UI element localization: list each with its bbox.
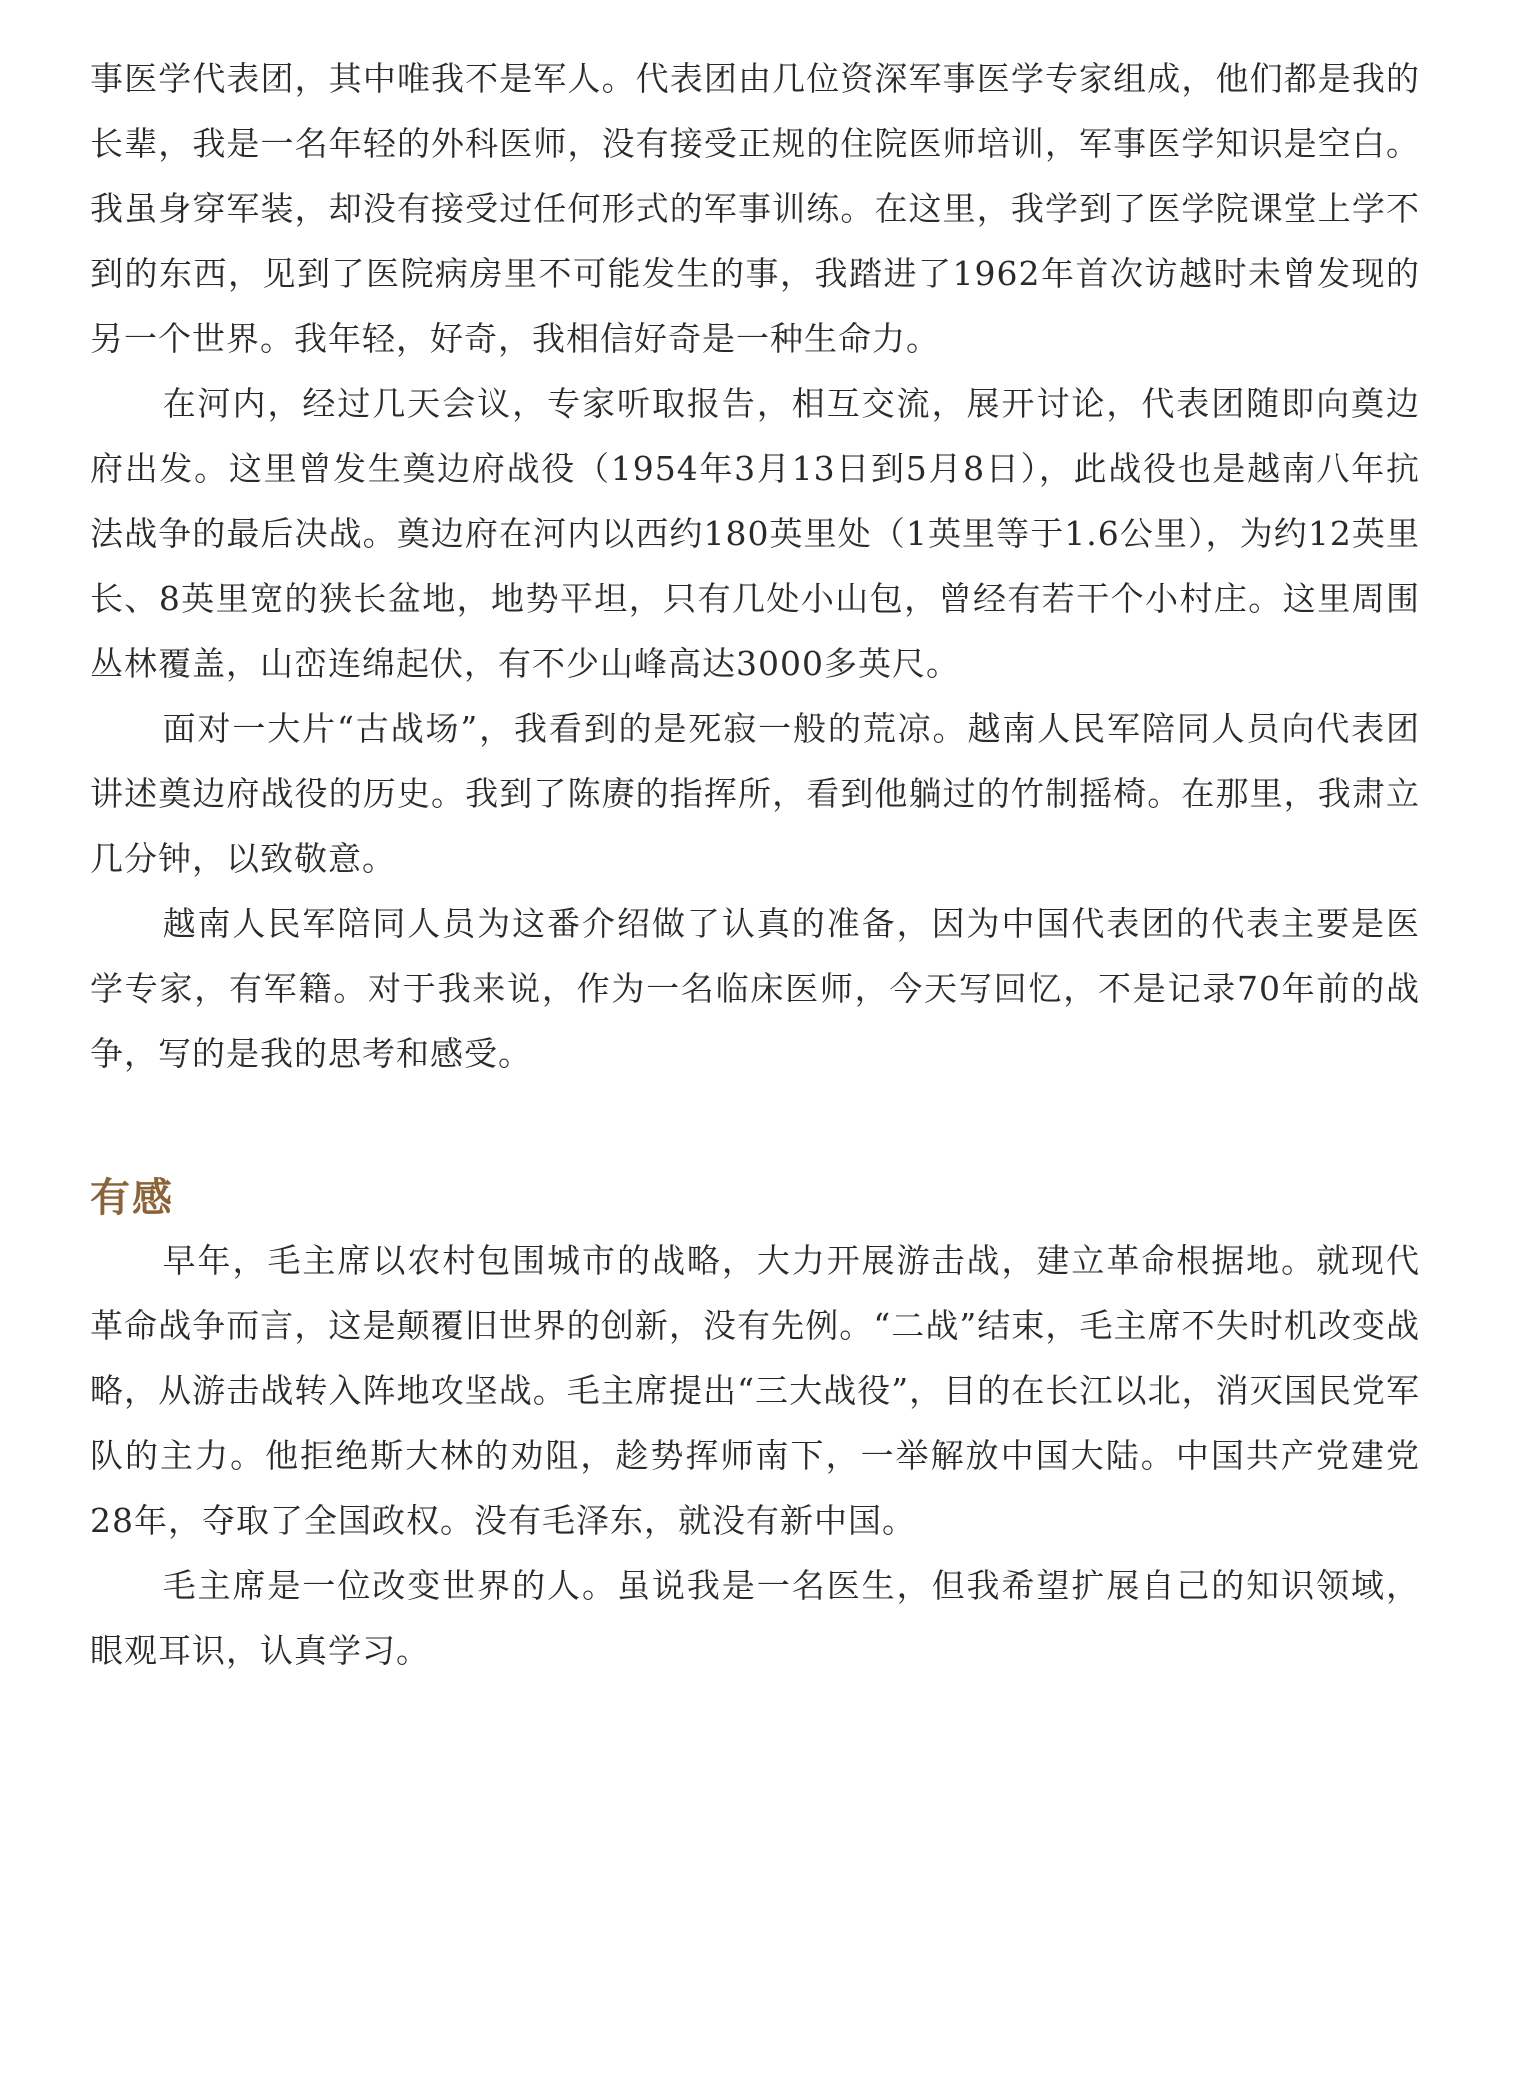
- paragraph-reflection: 越南人民军陪同人员为这番介绍做了认真的准备，因为中国代表团的代表主要是医学专家，有军籍。对于我来说，作为一名临床医师，今天写回忆，不是记录70年前的战争，写的是我的思考和感受。: [90, 904, 1420, 1073]
- paragraph-dienbienphu: 在河内，经过几天会议，专家听取报告，相互交流，展开讨论，代表团随即向奠边府出发。这里曾发生奠边府战役（1954年3月13日到5月8日），此战役也是越南八年抗法战争的最后决战。奠边府在河内以西约180英里处（1英里等于1.6公里），为约12英里长、8英里宽的狭长盆地，地势平坦，只有几处小山包，曾经有若干个小村庄。这里周围丛林覆盖，山峦连绵起伏，有不少山峰高达3000多英尺。: [90, 384, 1420, 683]
- document-page: [90, 46, 1420, 1683]
- paragraph-battlefield: 面对一大片“古战场”，我看到的是死寂一般的荒凉。越南人民军陪同人员向代表团讲述奠边府战役的历史。我到了陈赓的指挥所，看到他躺过的竹制摇椅。在那里，我肃立几分钟，以致敬意。: [90, 709, 1420, 878]
- paragraph-closing: 毛主席是一位改变世界的人。虽说我是一名医生，但我希望扩展自己的知识领域，眼观耳识，认真学习。: [90, 1566, 1420, 1670]
- section-heading: 有感: [90, 1174, 174, 1221]
- paragraph-strategy: 早年，毛主席以农村包围城市的战略，大力开展游击战，建立革命根据地。就现代革命战争而言，这是颠覆旧世界的创新，没有先例。“二战”结束，毛主席不失时机改变战略，从游击战转入阵地攻坚战。毛主席提出“三大战役”，目的在长江以北，消灭国民党军队的主力。他拒绝斯大林的劝阻，趁势挥师南下，一举解放中国大陆。中国共产党建党28年，夺取了全国政权。没有毛泽东，就没有新中国。: [90, 1241, 1420, 1540]
- paragraph-continued: 事医学代表团，其中唯我不是军人。代表团由几位资深军事医学专家组成，他们都是我的长辈，我是一名年轻的外科医师，没有接受正规的住院医师培训，军事医学知识是空白。我虽身穿军装，却没有接受过任何形式的军事训练。在这里，我学到了医学院课堂上学不到的东西，见到了医院病房里不可能发生的事，我踏进了1962年首次访越时未曾发现的另一个世界。我年轻，好奇，我相信好奇是一种生命力。: [90, 59, 1420, 358]
